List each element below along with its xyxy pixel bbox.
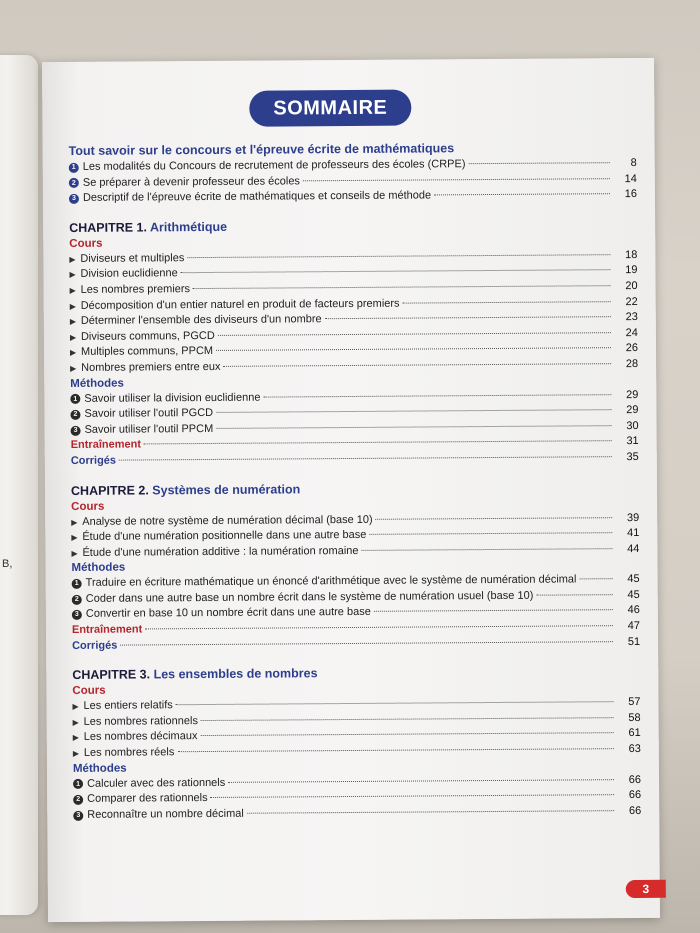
dot-leader — [374, 610, 613, 613]
left-page-edge — [0, 55, 38, 915]
dot-leader — [247, 810, 614, 814]
bullet-arrow-icon: ▶ — [69, 254, 76, 264]
dot-leader — [201, 717, 614, 721]
left-page-text-fragment: B, — [2, 558, 13, 570]
entry-label: Calculer avec des rationnels — [87, 776, 226, 790]
intro-heading: Tout savoir sur le concours et l'épreuve écrite de mathématiques — [68, 141, 455, 158]
entry-label: Savoir utiliser la division euclidienne — [84, 391, 261, 405]
bullet-arrow-icon: ▶ — [72, 733, 79, 743]
dot-leader — [145, 625, 613, 629]
dot-leader — [144, 440, 612, 444]
dot-leader — [187, 254, 610, 258]
page-ref: 66 — [628, 804, 642, 817]
entry-label: Multiples communs, PPCM — [80, 345, 214, 359]
dot-leader — [536, 594, 612, 596]
cours-heading: Cours — [71, 500, 105, 513]
page-ref: 24 — [625, 326, 638, 339]
entry-label: Reconnaître un nombre décimal — [87, 807, 244, 821]
dot-leader — [193, 285, 611, 289]
page-ref: 39 — [626, 511, 640, 524]
numbered-circle-icon: 1 — [73, 779, 83, 789]
dot-leader — [218, 332, 611, 336]
page-title: SOMMAIRE — [251, 92, 409, 125]
cours-heading: Cours — [72, 684, 106, 698]
bullet-arrow-icon: ▶ — [69, 317, 77, 327]
entry-label: Entraînement — [70, 438, 142, 452]
bullet-arrow-icon: ▶ — [71, 532, 78, 543]
page-ref: 29 — [626, 404, 639, 417]
entry-label: Corrigés — [70, 454, 117, 467]
cours-heading: Cours — [69, 237, 103, 250]
book-page — [42, 58, 660, 922]
entry-label: Les nombres rationnels — [83, 714, 198, 728]
chapter-name: Systèmes de numération — [152, 481, 301, 497]
bullet-arrow-icon: ▶ — [72, 717, 79, 727]
dot-leader — [228, 779, 614, 783]
dot-leader — [216, 425, 611, 429]
entry-label: Analyse de notre système de numération décimal (base 10) — [82, 513, 373, 528]
dot-leader — [361, 548, 612, 551]
entry-label: Savoir utiliser l'outil PGCD — [84, 407, 214, 420]
numbered-circle-icon: 3 — [72, 610, 82, 620]
page-ref: 41 — [627, 527, 640, 540]
entry-label: Descriptif de l'épreuve écrite de mathématiques et conseils de méthode — [82, 189, 432, 205]
bullet-arrow-icon: ▶ — [72, 748, 80, 758]
numbered-circle-icon: 3 — [73, 810, 83, 820]
page-ref: 16 — [624, 188, 637, 201]
numbered-circle-icon: 3 — [71, 425, 81, 435]
page-ref: 28 — [625, 357, 639, 371]
numbered-circle-icon: 2 — [69, 178, 79, 188]
bullet-arrow-icon: ▶ — [69, 270, 76, 280]
dot-leader — [216, 409, 611, 413]
dot-leader — [120, 641, 613, 645]
page-ref: 45 — [627, 573, 640, 586]
numbered-circle-icon: 1 — [69, 163, 79, 173]
bullet-arrow-icon: ▶ — [70, 363, 77, 373]
page-ref: 18 — [625, 248, 638, 261]
bullet-arrow-icon: ▶ — [69, 285, 76, 295]
page-ref: 19 — [625, 264, 638, 277]
entry-label: Déterminer l'ensemble des diviseurs d'un nombre — [80, 313, 322, 328]
page-ref: 30 — [626, 419, 639, 432]
entry-label: Diviseurs communs, PGCD — [80, 329, 215, 343]
dot-leader — [468, 162, 609, 164]
entry-label: Savoir utiliser l'outil PPCM — [84, 422, 214, 436]
dot-leader — [200, 733, 613, 737]
entry-label: Les entiers relatifs — [83, 699, 173, 713]
chapter-prefix: CHAPITRE 1. — [69, 220, 148, 235]
page-ref: 44 — [627, 542, 640, 555]
bullet-arrow-icon: ▶ — [72, 702, 79, 712]
page-ref: 29 — [626, 388, 639, 401]
dot-leader — [211, 794, 615, 798]
page-ref: 57 — [628, 696, 641, 709]
entry-label: Nombres premiers entre eux — [81, 360, 221, 374]
entry-label: Les nombres décimaux — [83, 730, 198, 744]
bullet-arrow-icon: ▶ — [71, 517, 78, 527]
dot-leader — [325, 316, 611, 319]
entry-label: Étude d'une numération additive : la numération romaine — [82, 544, 359, 559]
entry-label: Les nombres premiers — [80, 283, 191, 296]
dot-leader — [579, 578, 612, 579]
methodes-heading: Méthodes — [71, 561, 126, 575]
page-ref: 31 — [626, 435, 639, 448]
entry-label: Entraînement — [71, 623, 143, 637]
chapter-name: Arithmétique — [149, 219, 228, 235]
chapter-prefix: CHAPITRE 2. — [70, 482, 149, 498]
entry-label: Se préparer à devenir professeur des écoles — [82, 174, 300, 189]
numbered-circle-icon: 1 — [72, 579, 82, 589]
dot-leader — [119, 456, 612, 460]
entry-label: Division euclidienne — [80, 267, 178, 281]
page-ref: 35 — [626, 450, 639, 463]
entry-label: Convertir en base 10 un nombre écrit dans une autre base — [85, 606, 371, 621]
numbered-circle-icon: 2 — [72, 595, 82, 605]
entry-label: Corrigés — [72, 639, 118, 652]
dot-leader — [403, 301, 611, 303]
page-ref: 22 — [625, 295, 638, 308]
entry-label: Étude d'une numération positionnelle dans une autre base — [82, 528, 367, 543]
page-ref: 20 — [625, 279, 638, 293]
page-ref: 23 — [625, 311, 638, 324]
page-ref: 58 — [628, 711, 641, 724]
page-ref: 63 — [628, 743, 641, 756]
entry-label: Traduire en écriture mathématique un énoncé d'arithmétique avec le système de numération décimal — [85, 573, 577, 590]
bullet-arrow-icon: ▶ — [70, 348, 77, 358]
page-ref: 51 — [627, 635, 641, 648]
page-ref: 26 — [625, 342, 639, 355]
page-ref: 47 — [627, 620, 641, 633]
page-ref: 45 — [627, 588, 640, 601]
dot-leader — [263, 394, 611, 397]
chapters-list — [69, 203, 641, 824]
dot-leader — [224, 363, 612, 367]
entry-label: Les nombres réels — [83, 746, 175, 759]
numbered-circle-icon: 1 — [70, 394, 80, 404]
table-of-contents — [69, 138, 642, 823]
page-ref: 46 — [627, 604, 640, 617]
dot-leader — [434, 193, 610, 195]
entry-label: Les modalités du Concours de recrutement de professeurs des écoles (CRPE) — [82, 158, 466, 173]
numbered-circle-icon: 2 — [70, 410, 80, 420]
entry-label: Coder dans une autre base un nombre écrit dans le système de numération usuel (base 10) — [85, 589, 534, 605]
numbered-circle-icon: 3 — [69, 194, 79, 204]
page-ref: 66 — [628, 773, 642, 786]
dot-leader — [369, 532, 612, 535]
methodes-heading: Méthodes — [72, 762, 127, 775]
dot-leader — [303, 178, 610, 181]
dot-leader — [176, 701, 614, 705]
bullet-arrow-icon: ▶ — [69, 332, 77, 342]
methodes-heading: Méthodes — [70, 377, 124, 390]
page-number: 3 — [626, 880, 666, 898]
bullet-arrow-icon: ▶ — [69, 301, 76, 311]
page-ref: 8 — [630, 156, 637, 170]
chapter-prefix: CHAPITRE 3. — [72, 667, 151, 683]
numbered-circle-icon: 2 — [73, 795, 83, 805]
page-ref: 14 — [624, 172, 637, 185]
entry-label: Comparer des rationnels — [87, 792, 208, 806]
chapter-name: Les ensembles de nombres — [153, 666, 318, 682]
page-ref: 66 — [628, 789, 642, 802]
intro-list — [69, 156, 637, 207]
entry-label: Diviseurs et multiples — [80, 251, 185, 265]
dot-leader — [216, 348, 611, 352]
dot-leader — [177, 748, 613, 752]
toc-entry[interactable] — [73, 804, 641, 824]
page-ref: 61 — [628, 727, 641, 740]
entry-label: Décomposition d'un entier naturel en produit de facteurs premiers — [80, 297, 400, 312]
dot-leader — [181, 270, 611, 274]
bullet-arrow-icon: ▶ — [71, 548, 78, 558]
dot-leader — [376, 517, 613, 520]
